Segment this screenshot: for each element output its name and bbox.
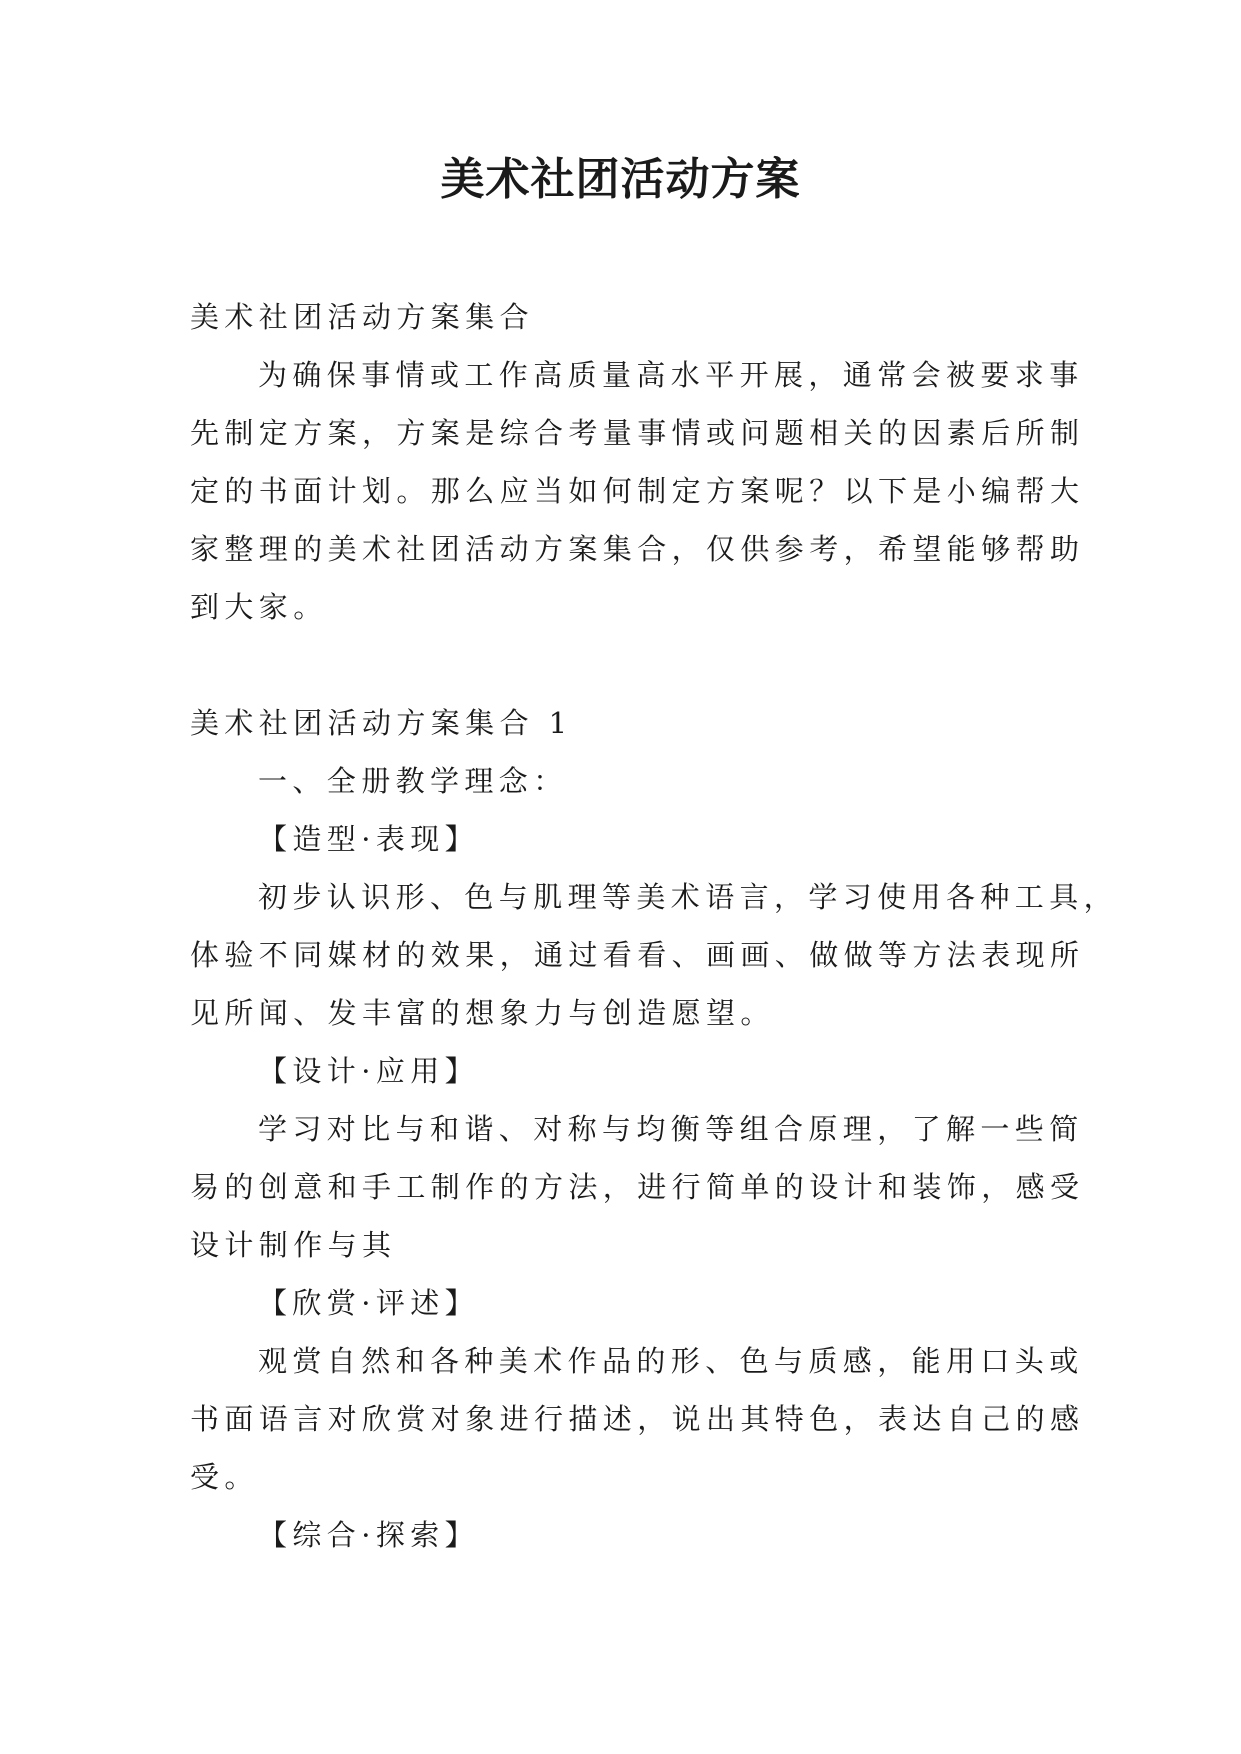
- text-line: 到大家。: [190, 590, 328, 624]
- text-line: 美术社团活动方案集合: [190, 300, 535, 334]
- blank-line: [190, 636, 1055, 694]
- text-line: 【欣赏·评述】: [258, 1286, 480, 1320]
- text-line: 受。: [190, 1460, 259, 1494]
- text-line: 观赏自然和各种美术作品的形、色与质感，能用口头或: [258, 1344, 1084, 1378]
- text-line: 【设计·应用】: [258, 1054, 480, 1088]
- document-body: [190, 288, 1119, 1564]
- text-line: 体验不同媒材的效果，通过看看、画画、做做等方法表现所: [190, 938, 1085, 972]
- text-line: 初步认识形、色与肌理等美术语言，学习使用各种工具，: [258, 880, 1119, 914]
- text-line: 【综合·探索】: [258, 1518, 480, 1552]
- text-line: 书面语言对欣赏对象进行描述，说出其特色，表达自己的感: [190, 1402, 1085, 1436]
- text-line: 易的创意和手工制作的方法，进行简单的设计和装饰，感受: [190, 1170, 1085, 1204]
- text-line: 见所闻、发丰富的想象力与创造愿望。: [190, 996, 775, 1030]
- document-title: 美术社团活动方案: [440, 154, 801, 205]
- text-line: 学习对比与和谐、对称与均衡等组合原理，了解一些简: [258, 1112, 1084, 1146]
- text-line: 【造型·表现】: [258, 822, 480, 856]
- text-line: 为确保事情或工作高质量高水平开展，通常会被要求事: [258, 358, 1084, 392]
- text-line: 一、全册教学理念：: [258, 764, 568, 798]
- text-line: 先制定方案，方案是综合考量事情或问题相关的因素后所制: [190, 416, 1085, 450]
- text-line: 设计制作与其: [190, 1228, 397, 1262]
- text-line: 美术社团活动方案集合 1: [190, 706, 573, 740]
- text-line: 家整理的美术社团活动方案集合，仅供参考，希望能够帮助: [190, 532, 1085, 566]
- text-line: 定的书面计划。那么应当如何制定方案呢？以下是小编帮大: [190, 474, 1085, 508]
